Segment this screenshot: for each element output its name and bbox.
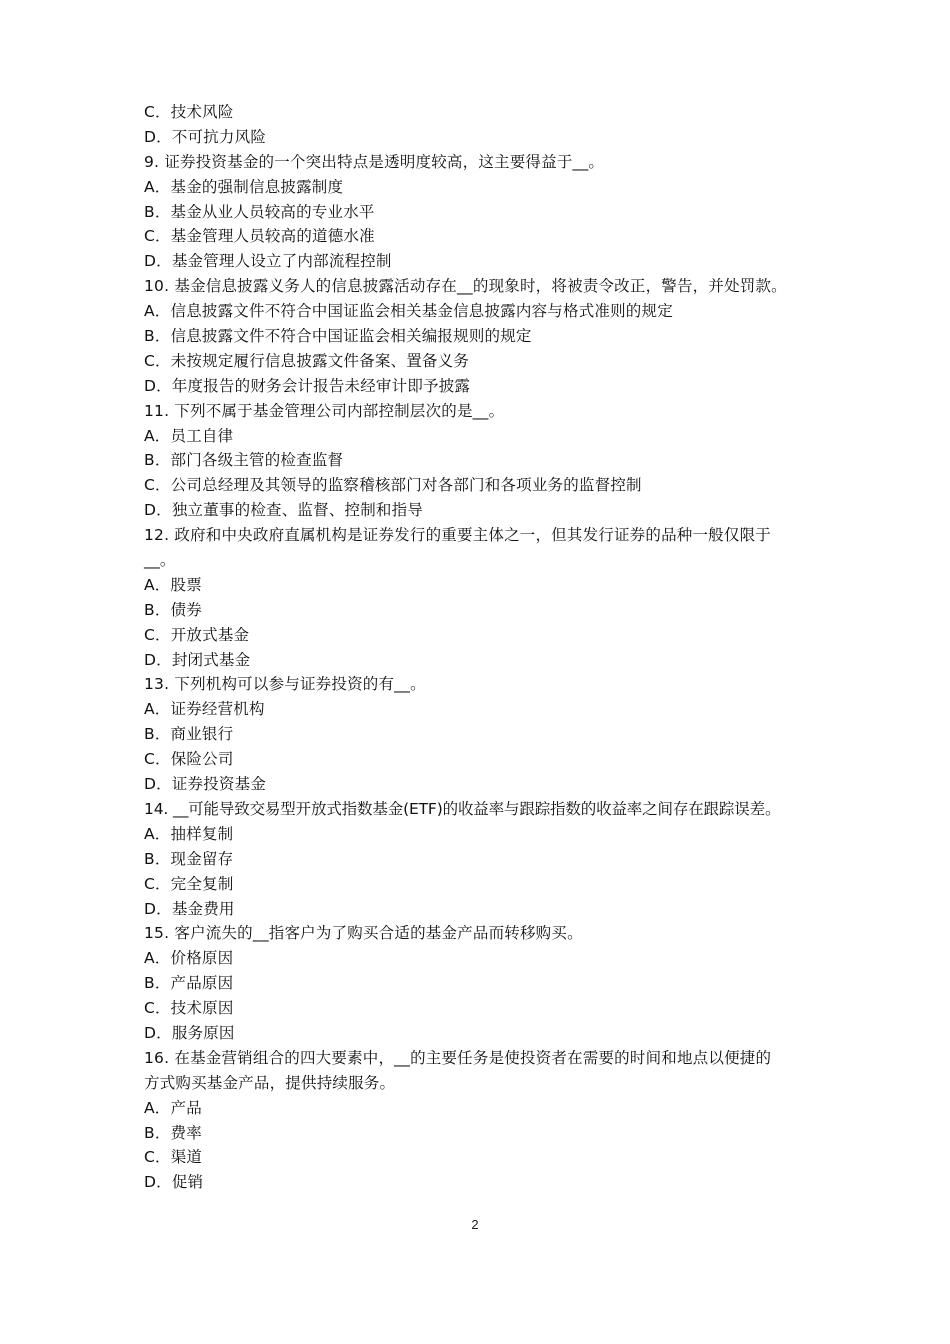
question-16: 16. 在基金营销组合的四大要素中，__的主要任务是使投资者在需要的时间和地点以便捷的: [144, 1048, 772, 1067]
option-line: A．产品: [144, 1098, 202, 1117]
option-line: A．价格原因: [144, 949, 234, 968]
option-line: B．现金留存: [144, 849, 234, 868]
page-number: 2: [471, 1217, 479, 1232]
option-line: B．债券: [144, 600, 202, 619]
option-line: D．基金管理人设立了内部流程控制: [144, 252, 392, 271]
question-13: 13. 下列机构可以参与证券投资的有__。: [144, 675, 426, 694]
option-line: C．保险公司: [144, 750, 234, 769]
option-line: B．基金从业人员较高的专业水平: [144, 202, 375, 221]
option-line: C．开放式基金: [144, 625, 250, 644]
option-line: A．基金的强制信息披露制度: [144, 177, 344, 196]
question-12: 12. 政府和中央政府直属机构是证券发行的重要主体之一，但其发行证券的品种一般仅限于: [144, 526, 771, 545]
option-line: C．技术风险: [144, 103, 234, 121]
option-line: D．服务原因: [144, 1023, 235, 1042]
option-line: A．证券经营机构: [144, 700, 265, 719]
option-line: C．未按规定履行信息披露文件备案、置备义务: [144, 351, 470, 370]
option-line: C．技术原因: [144, 999, 234, 1018]
option-line: D．独立董事的检查、监督、控制和指导: [144, 501, 424, 520]
question-9: 9. 证券投资基金的一个突出特点是透明度较高，这主要得益于__。: [144, 152, 605, 171]
option-line: B．产品原因: [144, 974, 234, 993]
option-line: A．员工自律: [144, 426, 234, 445]
question-16-continued: 方式购买基金产品，提供持续服务。: [144, 1073, 396, 1092]
question-12-continued: __。: [144, 551, 176, 570]
option-line: A．信息披露文件不符合中国证监会相关基金信息披露内容与格式准则的规定: [144, 302, 673, 321]
option-line: D．基金费用: [144, 899, 235, 918]
question-14: 14. __可能导致交易型开放式指数基金(ETF)的收益率与跟踪指数的收益率之间存在跟踪误差。: [144, 799, 781, 818]
option-line: C．公司总经理及其领导的监察稽核部门对各部门和各项业务的监督控制: [144, 476, 642, 495]
option-line: D．证券投资基金: [144, 775, 267, 794]
option-line: D．年度报告的财务会计报告未经审计即予披露: [144, 376, 471, 395]
question-list: [144, 100, 824, 1195]
option-line: B．费率: [144, 1123, 202, 1142]
option-line: D．促销: [144, 1173, 204, 1192]
option-line: C．渠道: [144, 1148, 203, 1167]
option-line: D．封闭式基金: [144, 650, 251, 669]
option-line: C．完全复制: [144, 874, 234, 893]
option-line: B．商业银行: [144, 725, 234, 744]
question-11: 11. 下列不属于基金管理公司内部控制层次的是__。: [144, 401, 505, 420]
option-line: D．不可抗力风险: [144, 127, 267, 146]
option-line: A．股票: [144, 575, 202, 594]
question-10: 10. 基金信息披露义务人的信息披露活动存在__的现象时，将被责令改正，警告，并处罚款。: [144, 277, 787, 296]
option-line: B．部门各级主管的检查监督: [144, 451, 344, 470]
option-line: B．信息披露文件不符合中国证监会相关编报规则的规定: [144, 327, 532, 346]
option-line: A．抽样复制: [144, 824, 234, 843]
question-15: 15. 客户流失的__指客户为了购买合适的基金产品而转移购买。: [144, 924, 583, 943]
option-line: C．基金管理人员较高的道德水准: [144, 227, 375, 246]
